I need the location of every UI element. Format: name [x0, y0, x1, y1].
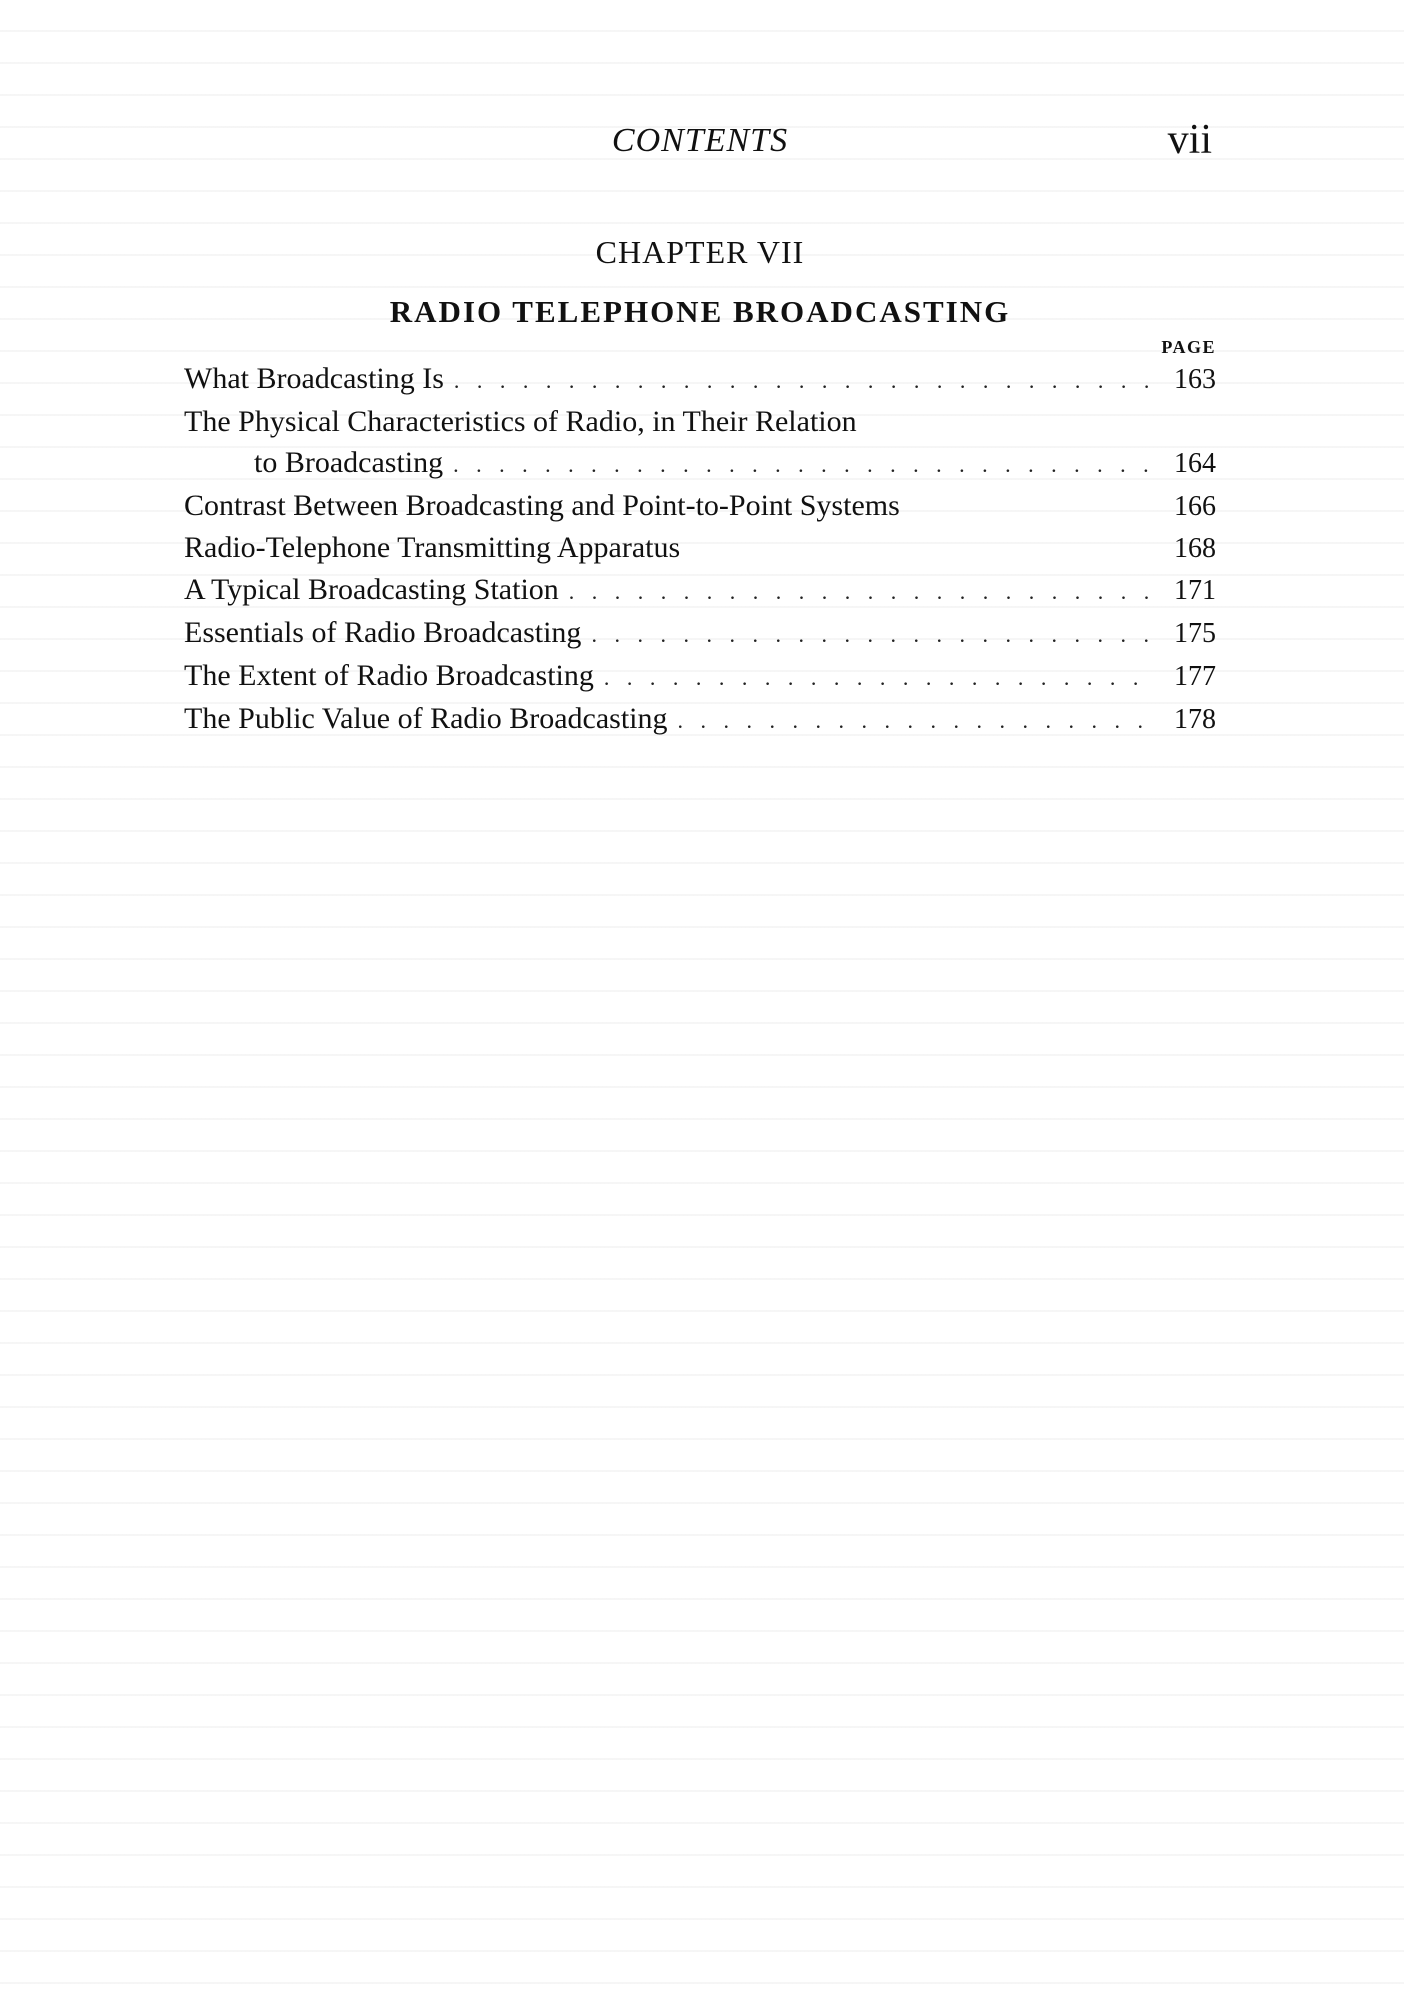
toc-entry-title-continuation: to Broadcasting — [254, 446, 444, 479]
page-number: vii — [1167, 117, 1212, 163]
toc-entry-page: 178 — [1174, 704, 1216, 735]
toc-entry-page: 171 — [1174, 575, 1216, 606]
toc-entry-page: 177 — [1174, 661, 1216, 692]
toc-entry-page: 163 — [1174, 364, 1216, 395]
dot-leader — [604, 657, 1156, 698]
toc-entry-page: 168 — [1174, 533, 1216, 564]
toc-entry-title: Essentials of Radio Broadcasting — [184, 616, 582, 649]
toc-entry-page: 166 — [1174, 491, 1216, 522]
toc-entry-title: Contrast Between Broadcasting and Point-to-Point Systems — [184, 489, 900, 522]
toc-entry-title: What Broadcasting Is — [184, 362, 444, 395]
toc-entries — [184, 358, 1216, 741]
toc-entry — [184, 698, 1216, 741]
page-column-label: PAGE — [1161, 337, 1216, 357]
toc-entry-title: The Public Value of Radio Broadcasting — [184, 702, 668, 735]
toc-entry-title: Radio-Telephone Transmitting Apparatus — [184, 531, 681, 564]
table-of-contents — [184, 336, 1216, 741]
toc-entry — [184, 527, 1216, 569]
dot-leader — [454, 360, 1156, 401]
toc-entry — [184, 358, 1216, 401]
chapter-number: CHAPTER VII — [595, 234, 805, 270]
toc-entry — [184, 569, 1216, 612]
dot-leader — [453, 444, 1156, 485]
toc-entry — [184, 485, 1216, 527]
toc-entry — [184, 612, 1216, 655]
toc-entry-page: 175 — [1174, 618, 1216, 649]
running-head — [184, 118, 1216, 166]
toc-entry-page: 164 — [1174, 448, 1216, 479]
toc-entry — [184, 401, 1216, 485]
dot-leader — [591, 614, 1156, 655]
dot-leader — [569, 571, 1156, 612]
toc-entry-title: The Physical Characteristics of Radio, in Their Relation — [184, 405, 857, 438]
toc-entry — [184, 655, 1216, 698]
toc-entry-title: A Typical Broadcasting Station — [184, 573, 559, 606]
running-title: CONTENTS — [611, 122, 789, 159]
chapter-title: RADIO TELEPHONE BROADCASTING — [389, 294, 1011, 329]
toc-entry-title: The Extent of Radio Broadcasting — [184, 659, 594, 692]
dot-leader — [678, 700, 1156, 741]
